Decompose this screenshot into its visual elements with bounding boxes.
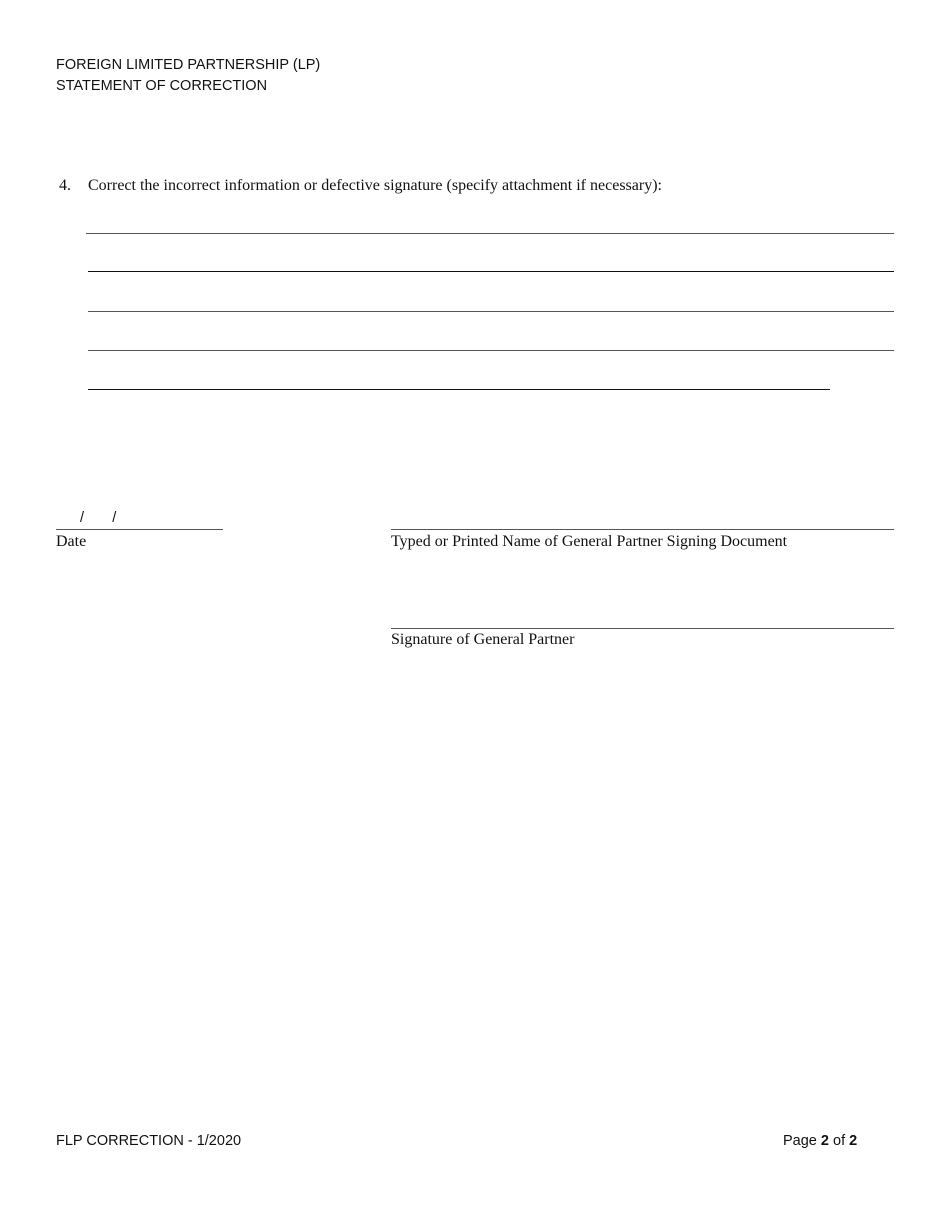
page-total: 2 <box>849 1133 858 1149</box>
correction-line-2[interactable] <box>88 271 894 272</box>
header-title: FOREIGN LIMITED PARTNERSHIP (LP) <box>56 57 321 73</box>
footer-form-id: FLP CORRECTION - 1/2020 <box>56 1133 242 1149</box>
date-slashes: / / <box>80 510 117 526</box>
header-subtitle: STATEMENT OF CORRECTION <box>56 78 268 94</box>
page-current: 2 <box>820 1133 829 1149</box>
correction-line-3[interactable] <box>88 311 894 312</box>
correction-line-1[interactable] <box>86 233 894 234</box>
page-of: of <box>828 1133 850 1149</box>
correction-line-4[interactable] <box>88 350 894 351</box>
correction-line-5[interactable] <box>88 389 830 390</box>
name-field[interactable] <box>391 529 894 530</box>
page-number <box>783 1133 857 1149</box>
page-prefix: Page <box>783 1133 821 1149</box>
date-field[interactable] <box>56 529 223 530</box>
item-text: Correct the incorrect information or defective signature (specify attachment if necessary): <box>88 177 662 194</box>
date-label: Date <box>56 533 87 550</box>
name-label: Typed or Printed Name of General Partner Signing Document <box>391 533 788 550</box>
signature-label: Signature of General Partner <box>391 631 575 648</box>
signature-field[interactable] <box>391 628 894 629</box>
item-number: 4. <box>59 177 71 194</box>
